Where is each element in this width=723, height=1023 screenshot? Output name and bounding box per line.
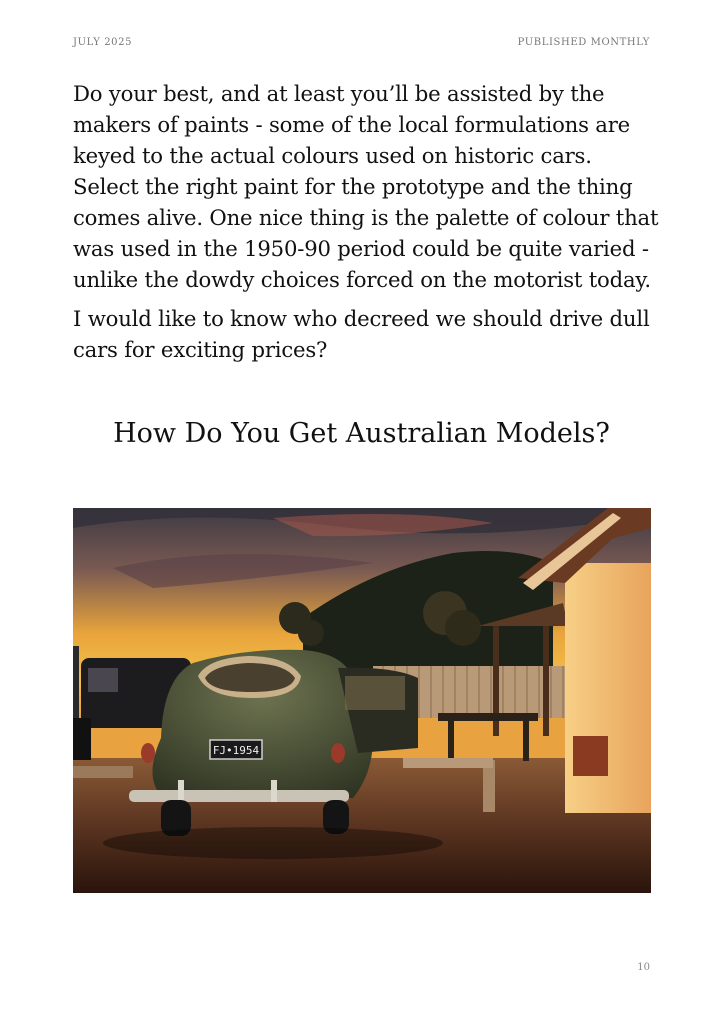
- section-heading: How Do You Get Australian Models?: [113, 418, 610, 449]
- header-date: JULY 2025: [73, 37, 133, 48]
- header-frequency: PUBLISHED MONTHLY: [517, 37, 650, 48]
- page-number: 10: [637, 962, 650, 973]
- article-body: [73, 78, 663, 373]
- page-header: [73, 37, 650, 48]
- model-car-diorama-photo: [73, 508, 651, 893]
- license-plate: FJ•1954: [212, 744, 260, 757]
- paragraph-dull-cars: I would like to know who decreed we should drive dull cars for exciting prices?: [73, 306, 650, 362]
- paragraph-paints: Do your best, and at least you’ll be assisted by the makers of paints - some of the local formulations are keyed to the actual colours used on historic cars. Select the right paint for the prototype and the thing comes alive. One nice thing is the palette of colour that was used in the 1950-90 period could be quite varied - unlike the dowdy choices forced on the motorist today.: [73, 81, 659, 292]
